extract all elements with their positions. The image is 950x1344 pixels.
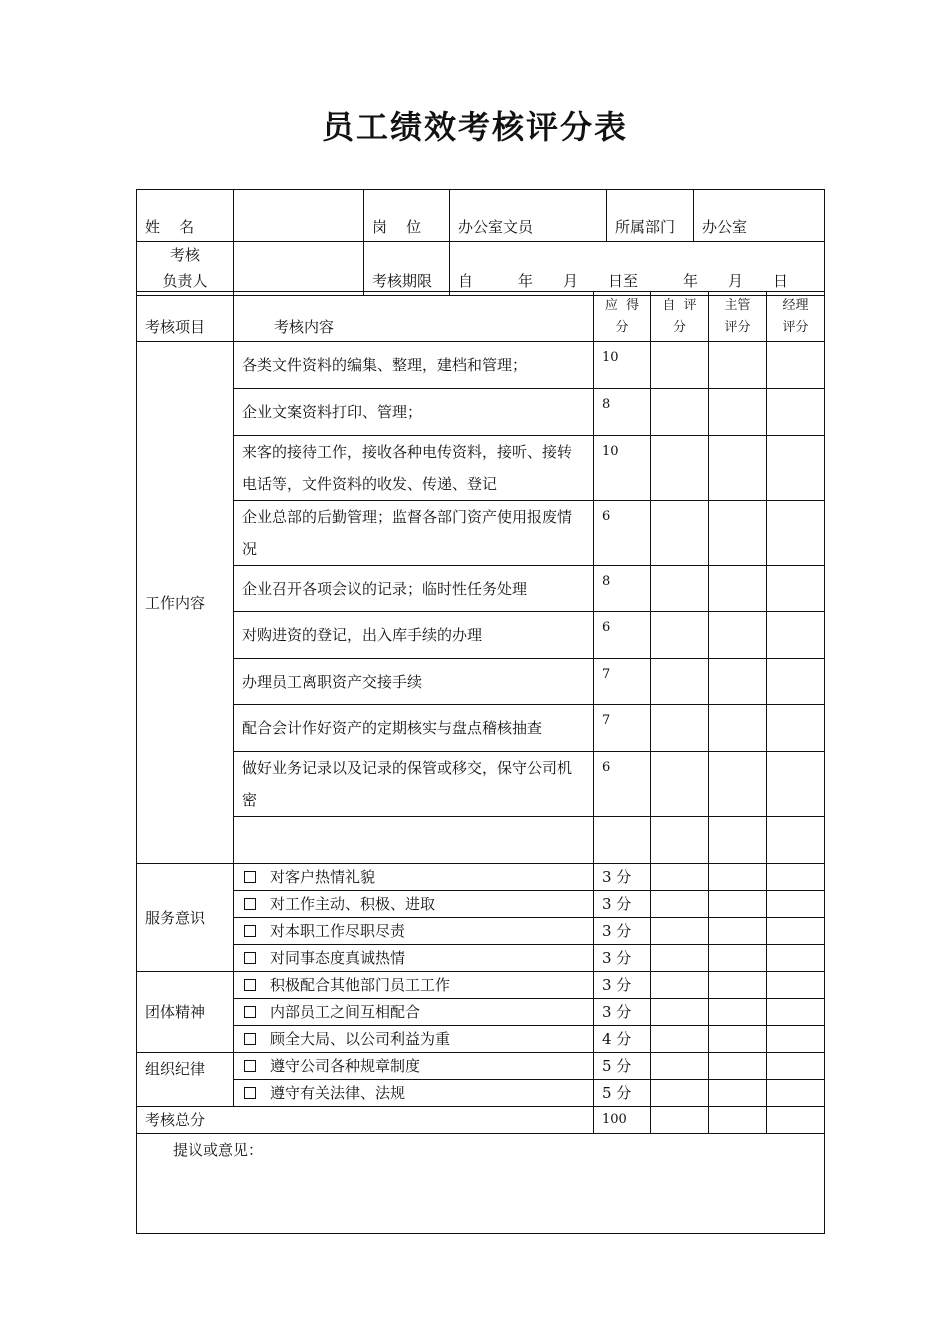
manager-score-cell[interactable]	[767, 817, 825, 864]
col-item-header: 考核项目	[137, 292, 234, 342]
manager-score-cell[interactable]	[767, 1080, 825, 1107]
checkbox-icon[interactable]	[244, 952, 256, 964]
supervisor-score-cell[interactable]	[709, 659, 767, 705]
table-row	[137, 999, 825, 1026]
table-row	[137, 436, 825, 501]
item-score: 3 分	[594, 918, 651, 945]
table-row	[137, 1026, 825, 1053]
work-item-content: 企业总部的后勤管理；监督各部门资产使用报废情况	[234, 501, 594, 566]
table-row	[137, 342, 825, 389]
period-value[interactable]: 自 年 月 日至 年 月 日	[450, 242, 825, 296]
supervisor-score-cell[interactable]	[709, 817, 767, 864]
table-row	[137, 659, 825, 705]
item-score: 4 分	[594, 1026, 651, 1053]
manager-score-cell[interactable]	[767, 659, 825, 705]
manager-score-cell[interactable]	[767, 612, 825, 659]
column-header-row	[137, 292, 825, 342]
self-score-cell[interactable]	[651, 972, 709, 999]
manager-score-cell[interactable]	[767, 972, 825, 999]
manager-score-cell[interactable]	[767, 342, 825, 389]
work-item-content: 对购进资的登记，出入库手续的办理	[234, 612, 594, 659]
total-row	[137, 1107, 825, 1134]
self-score-cell[interactable]	[651, 1080, 709, 1107]
team-section-label: 团体精神	[137, 972, 234, 1053]
service-section-label: 服务意识	[137, 864, 234, 972]
self-score-cell[interactable]	[651, 1053, 709, 1080]
supervisor-score-cell[interactable]	[709, 752, 767, 817]
checkbox-icon[interactable]	[244, 871, 256, 883]
reviewer-field[interactable]	[234, 242, 364, 296]
item-score: 3 分	[594, 999, 651, 1026]
self-score-cell[interactable]	[651, 566, 709, 612]
score-table	[136, 291, 825, 1234]
manager-score-cell[interactable]	[767, 566, 825, 612]
item-score: 5 分	[594, 1053, 651, 1080]
manager-score-cell[interactable]	[767, 752, 825, 817]
manager-score-cell[interactable]	[767, 705, 825, 752]
supervisor-score-cell[interactable]	[709, 972, 767, 999]
list-item: 积极配合其他部门员工工作	[234, 972, 594, 999]
supervisor-score-total-cell[interactable]	[709, 1107, 767, 1134]
header-row-1	[137, 190, 825, 242]
supervisor-score-cell[interactable]	[709, 1080, 767, 1107]
checkbox-icon[interactable]	[244, 898, 256, 910]
self-score-cell[interactable]	[651, 918, 709, 945]
self-score-cell[interactable]	[651, 891, 709, 918]
manager-score-cell[interactable]	[767, 945, 825, 972]
table-row	[137, 817, 825, 864]
name-label: 姓 名	[137, 190, 234, 242]
checkbox-icon[interactable]	[244, 1006, 256, 1018]
manager-score-cell[interactable]	[767, 389, 825, 436]
supervisor-score-cell[interactable]	[709, 945, 767, 972]
table-row	[137, 705, 825, 752]
self-score-total-cell[interactable]	[651, 1107, 709, 1134]
checkbox-icon[interactable]	[244, 1033, 256, 1045]
table-row	[137, 945, 825, 972]
self-score-cell[interactable]	[651, 864, 709, 891]
list-item: 对同事态度真诚热情	[234, 945, 594, 972]
manager-score-cell[interactable]	[767, 1053, 825, 1080]
supervisor-score-cell[interactable]	[709, 891, 767, 918]
work-item-score: 6	[594, 752, 651, 817]
work-section-label: 工作内容	[137, 342, 234, 864]
table-row	[137, 612, 825, 659]
supervisor-score-cell[interactable]	[709, 1053, 767, 1080]
list-item: 遵守有关法律、法规	[234, 1080, 594, 1107]
supervisor-score-cell[interactable]	[709, 436, 767, 501]
suggestion-row	[137, 1134, 825, 1234]
self-score-cell[interactable]	[651, 817, 709, 864]
discipline-section-label: 组织纪律	[137, 1053, 234, 1107]
self-score-cell[interactable]	[651, 1026, 709, 1053]
table-row	[137, 918, 825, 945]
list-item: 对工作主动、积极、进取	[234, 891, 594, 918]
table-row	[137, 752, 825, 817]
list-item: 对本职工作尽职尽责	[234, 918, 594, 945]
header-row-2	[137, 242, 825, 296]
list-item: 对客户热情礼貌	[234, 864, 594, 891]
work-item-content: 来客的接待工作，接收各种电传资料，接听、接转电话等，文件资料的收发、传递、登记	[234, 436, 594, 501]
list-item: 内部员工之间互相配合	[234, 999, 594, 1026]
work-item-score: 7	[594, 705, 651, 752]
work-item-content: 做好业务记录以及记录的保管或移交，保守公司机密	[234, 752, 594, 817]
supervisor-score-cell[interactable]	[709, 1026, 767, 1053]
post-label: 岗 位	[364, 190, 450, 242]
supervisor-score-cell[interactable]	[709, 999, 767, 1026]
work-item-content[interactable]	[234, 817, 594, 864]
manager-score-cell[interactable]	[767, 891, 825, 918]
item-score: 3 分	[594, 972, 651, 999]
self-score-cell[interactable]	[651, 999, 709, 1026]
work-item-content: 企业文案资料打印、管理；	[234, 389, 594, 436]
supervisor-score-cell[interactable]	[709, 501, 767, 566]
work-item-score: 8	[594, 566, 651, 612]
table-row	[137, 566, 825, 612]
self-score-cell[interactable]	[651, 389, 709, 436]
manager-score-cell[interactable]	[767, 1026, 825, 1053]
table-row	[137, 1080, 825, 1107]
col-due-score-header: 应 得 分	[594, 292, 651, 342]
period-label: 考核期限	[364, 242, 450, 296]
table-row	[137, 501, 825, 566]
self-score-cell[interactable]	[651, 752, 709, 817]
self-score-cell[interactable]	[651, 612, 709, 659]
manager-score-cell[interactable]	[767, 436, 825, 501]
list-item: 顾全大局、以公司利益为重	[234, 1026, 594, 1053]
list-item: 遵守公司各种规章制度	[234, 1053, 594, 1080]
manager-score-cell[interactable]	[767, 999, 825, 1026]
page-title: 员工绩效考核评分表	[321, 108, 628, 146]
supervisor-score-cell[interactable]	[709, 612, 767, 659]
supervisor-score-cell[interactable]	[709, 342, 767, 389]
self-score-cell[interactable]	[651, 705, 709, 752]
supervisor-score-cell[interactable]	[709, 864, 767, 891]
item-score: 3 分	[594, 864, 651, 891]
work-item-score: 6	[594, 612, 651, 659]
manager-score-cell[interactable]	[767, 501, 825, 566]
checkbox-icon[interactable]	[244, 979, 256, 991]
name-field[interactable]	[234, 190, 364, 242]
col-manager-header: 经理 评分	[767, 292, 825, 342]
table-row	[137, 864, 825, 891]
supervisor-score-cell[interactable]	[709, 389, 767, 436]
dept-label: 所属部门	[607, 190, 694, 242]
manager-score-total-cell[interactable]	[767, 1107, 825, 1134]
suggestion-field[interactable]	[137, 1134, 825, 1234]
self-score-cell[interactable]	[651, 342, 709, 389]
table-row	[137, 1053, 825, 1080]
reviewer-label: 考核 负责人	[137, 242, 234, 296]
work-item-content: 办理员工离职资产交接手续	[234, 659, 594, 705]
appraisal-form-table	[136, 189, 825, 296]
dept-value[interactable]: 办公室	[694, 190, 825, 242]
self-score-cell[interactable]	[651, 659, 709, 705]
work-item-score: 8	[594, 389, 651, 436]
work-item-content: 各类文件资料的编集、整理，建档和管理；	[234, 342, 594, 389]
checkbox-icon[interactable]	[244, 1087, 256, 1099]
self-score-cell[interactable]	[651, 501, 709, 566]
table-row	[137, 972, 825, 999]
manager-score-cell[interactable]	[767, 918, 825, 945]
work-item-score: 10	[594, 436, 651, 501]
work-item-score: 7	[594, 659, 651, 705]
item-score: 3 分	[594, 891, 651, 918]
work-item-content: 企业召开各项会议的记录；临时性任务处理	[234, 566, 594, 612]
supervisor-score-cell[interactable]	[709, 918, 767, 945]
col-self-score-header: 自 评 分	[651, 292, 709, 342]
supervisor-score-cell[interactable]	[709, 705, 767, 752]
table-row	[137, 891, 825, 918]
manager-score-cell[interactable]	[767, 864, 825, 891]
table-row	[137, 389, 825, 436]
total-label: 考核总分	[137, 1107, 594, 1134]
self-score-cell[interactable]	[651, 945, 709, 972]
col-supervisor-header: 主管 评分	[709, 292, 767, 342]
work-item-score[interactable]	[594, 817, 651, 864]
supervisor-score-cell[interactable]	[709, 566, 767, 612]
total-score: 100	[594, 1107, 651, 1134]
col-content-header: 考核内容	[234, 292, 594, 342]
work-item-score: 6	[594, 501, 651, 566]
self-score-cell[interactable]	[651, 436, 709, 501]
item-score: 3 分	[594, 945, 651, 972]
checkbox-icon[interactable]	[244, 1060, 256, 1072]
post-value[interactable]: 办公室文员	[450, 190, 607, 242]
work-item-content: 配合会计作好资产的定期核实与盘点稽核抽查	[234, 705, 594, 752]
checkbox-icon[interactable]	[244, 925, 256, 937]
item-score: 5 分	[594, 1080, 651, 1107]
work-item-score: 10	[594, 342, 651, 389]
suggestion-label: 提议或意见：	[173, 1141, 264, 1159]
